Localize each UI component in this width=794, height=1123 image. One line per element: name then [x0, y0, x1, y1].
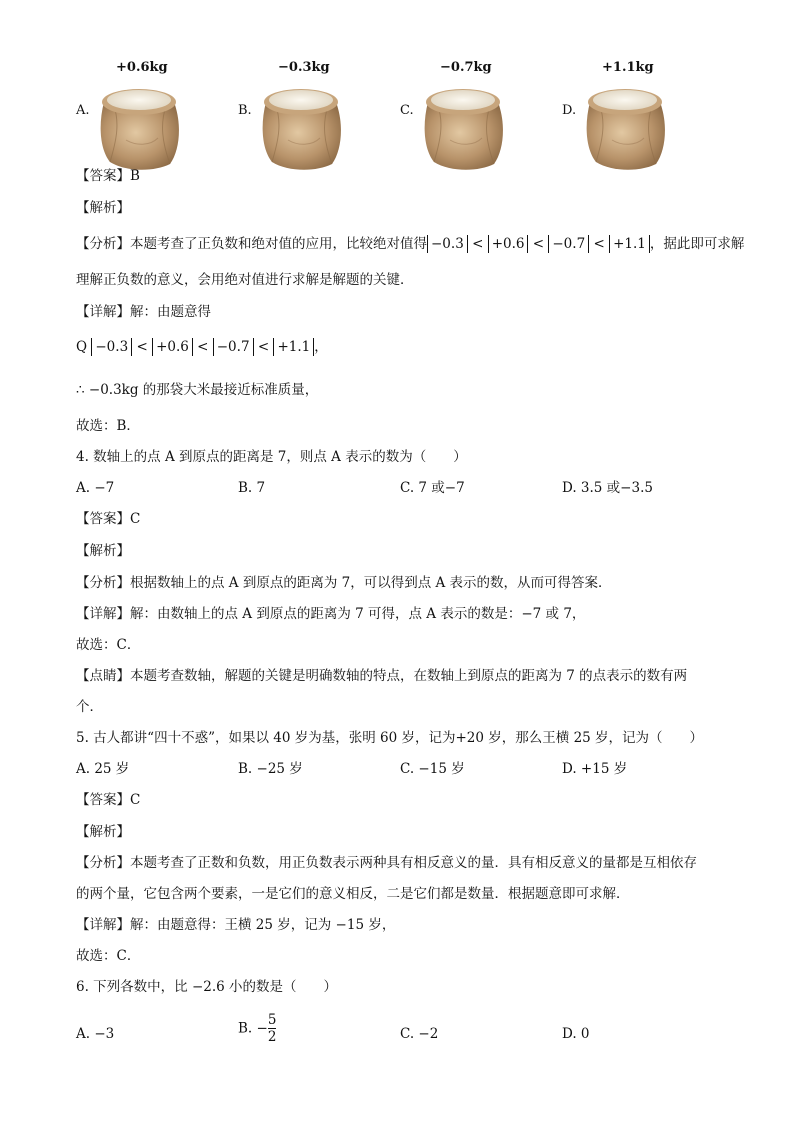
- rice-sack-icon: [258, 80, 346, 176]
- q3-detail: 【详解】解：由题意得: [76, 304, 211, 320]
- q3-fenxi-prefix: 【分析】本题考查了正负数和绝对值的应用，比较绝对值得: [76, 236, 427, 252]
- q6-stem: 6. 下列各数中，比 −2.6 小的数是（ ）: [76, 979, 338, 995]
- q3-fenxi-suffix: ，据此即可求解: [649, 236, 745, 252]
- q6-option-d: D. 0: [562, 1026, 590, 1042]
- abs-value: −0.7: [213, 338, 254, 356]
- because-symbol: Q: [76, 339, 88, 355]
- q5-stem: 5. 古人都讲“四十不惑”，如果以 40 岁为基，张明 60 岁，记为+20 岁，那么王横 25 岁，记为（ ）: [76, 730, 704, 746]
- q5-analysis-label: 【解析】: [76, 824, 130, 840]
- rice-sack-icon: [420, 80, 508, 176]
- q5-answer: 【答案】C: [76, 792, 141, 808]
- abs-value: −0.3: [91, 338, 132, 356]
- q3-because-line: [76, 337, 328, 357]
- q5-detail: 【详解】解：由题意得：王横 25 岁，记为 −15 岁，: [76, 917, 396, 933]
- q5-fenxi-2: 的两个量，它包含两个要素，一是它们的意义相反，二是它们都是数量．根据题意即可求解．: [76, 886, 630, 902]
- less-than: <: [532, 236, 545, 252]
- abs-value: +1.1: [609, 235, 650, 253]
- option-letter-b: B.: [238, 103, 252, 118]
- rice-sack-icon: [96, 80, 184, 176]
- q4-dianjing-1: 【点睛】本题考查数轴，解题的关键是明确数轴的特点，在数轴上到原点的距离为 7 的点表示的数有两: [76, 668, 688, 684]
- q4-answer: 【答案】C: [76, 511, 141, 527]
- q5-option-a: A. 25 岁: [76, 761, 130, 777]
- q5-fenxi-1: 【分析】本题考查了正数和负数，用正负数表示两种具有相反意义的量．具有相反意义的量都是互相依存: [76, 855, 697, 871]
- option-d: [562, 60, 682, 160]
- q3-choose: 故选：B．: [76, 418, 140, 434]
- fraction: [268, 1012, 277, 1045]
- q6-option-c: C. −2: [400, 1026, 439, 1042]
- weight-label-c: −0.7kg: [440, 60, 492, 75]
- q4-choose: 故选：C．: [76, 637, 141, 653]
- comma: ，: [314, 339, 328, 355]
- less-than: <: [136, 339, 148, 355]
- q3-therefore: ∴ −0.3kg 的那袋大米最接近标准质量，: [76, 382, 319, 398]
- fraction-numerator: 5: [267, 1012, 277, 1028]
- option-letter-a: A.: [76, 103, 90, 118]
- abs-value: −0.7: [548, 235, 589, 253]
- option-a: [76, 60, 196, 160]
- q5-choose: 故选：C．: [76, 948, 141, 964]
- fraction-denominator: 2: [267, 1029, 277, 1045]
- abs-value: +0.6: [152, 338, 193, 356]
- q6-option-b: [238, 1012, 276, 1045]
- abs-value: +0.6: [488, 235, 529, 253]
- q4-dianjing-2: 个．: [76, 699, 103, 715]
- option-letter-c: C.: [400, 103, 414, 118]
- q5-option-c: C. −15 岁: [400, 761, 465, 777]
- q4-analysis-label: 【解析】: [76, 543, 130, 559]
- weight-label-d: +1.1kg: [602, 60, 654, 75]
- q4-option-c: C. 7 或−7: [400, 480, 465, 496]
- option-b: [238, 60, 358, 160]
- weight-label-b: −0.3kg: [278, 60, 330, 75]
- less-than: <: [593, 236, 605, 252]
- q4-option-d: D. 3.5 或−3.5: [562, 480, 653, 496]
- q4-detail: 【详解】解：由数轴上的点 A 到原点的距离为 7 可得，点 A 表示的数是：−7 或 7，: [76, 606, 586, 622]
- q4-fenxi: 【分析】根据数轴上的点 A 到原点的距离为 7，可以得到点 A 表示的数，从而可得答案．: [76, 575, 612, 591]
- q5-option-b: B. −25 岁: [238, 761, 303, 777]
- less-than: <: [257, 339, 270, 355]
- option-letter-d: D.: [562, 103, 577, 118]
- option-c: [400, 60, 520, 160]
- less-than: <: [472, 236, 484, 252]
- rice-sack-icon: [582, 80, 670, 176]
- q4-stem: 4. 数轴上的点 A 到原点的距离是 7，则点 A 表示的数为（ ）: [76, 449, 467, 465]
- q3-analysis-label: 【解析】: [76, 200, 130, 216]
- abs-value: −0.3: [427, 235, 468, 253]
- abs-value: +1.1: [273, 338, 314, 356]
- q5-option-d: D. +15 岁: [562, 761, 628, 777]
- q3-answer: 【答案】B: [76, 168, 140, 184]
- weight-label-a: +0.6kg: [116, 60, 168, 75]
- less-than: <: [197, 339, 209, 355]
- q4-option-b: B. 7: [238, 480, 266, 496]
- q6-option-b-letter: B. −: [238, 1020, 268, 1037]
- q6-option-a: A. −3: [76, 1026, 115, 1042]
- q4-option-a: A. −7: [76, 480, 115, 496]
- q3-fenxi-line2: 理解正负数的意义，会用绝对值进行求解是解题的关键．: [76, 272, 414, 288]
- q3-fenxi: [76, 234, 744, 254]
